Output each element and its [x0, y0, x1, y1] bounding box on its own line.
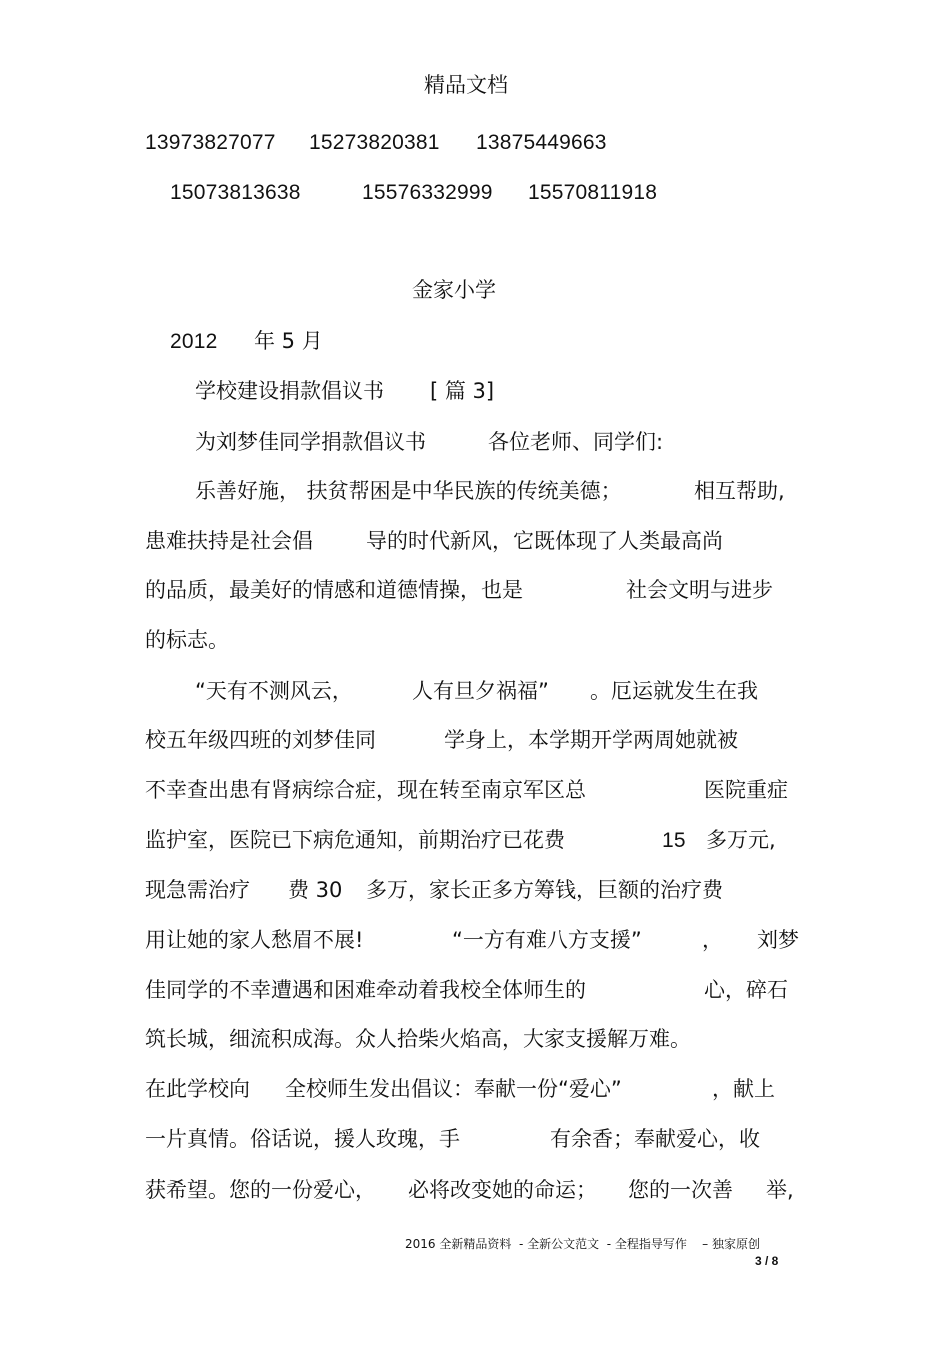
body-text: 佳同学的不幸遭遇和困难牵动着我校全体师生的	[145, 978, 586, 1002]
date-year: 2012	[170, 330, 218, 353]
page-footer-text: 2016 全新精品资料 - 全新公文范文 - 全程指导写作 – 独家原创	[405, 1237, 760, 1251]
body-text: 必将改变她的命运；	[408, 1178, 597, 1202]
section-tag: [ 篇 3]	[430, 379, 495, 403]
body-text: “一方有难八方支援”	[452, 928, 642, 952]
phone-number: 15576332999	[362, 181, 493, 204]
school-name: 金家小学	[412, 278, 496, 302]
body-text: 刘梦	[757, 928, 799, 952]
phone-number: 13973827077	[145, 131, 276, 154]
body-text: 导的时代新风，它既体现了人类最高尚	[366, 529, 723, 553]
body-text: 筑长城，细流积成海。众人拾柴火焰高，大家支援解万难。	[145, 1027, 691, 1051]
body-text: 患难扶持是社会倡	[145, 529, 313, 553]
body-text: 监护室，医院已下病危通知，前期治疗已花费	[145, 828, 565, 852]
body-text: 多万，家长正多方筹钱，巨额的治疗费	[366, 878, 723, 902]
body-text: “天有不测风云，	[195, 679, 353, 703]
body-text: 全校师生发出倡议：奉献一份“爱心”	[285, 1077, 622, 1101]
phone-number: 15570811918	[528, 181, 658, 204]
body-text: 不幸查出患有肾病综合症，现在转至南京军区总	[145, 778, 586, 802]
body-text: 一片真情。俗话说，援人玫瑰，手	[145, 1127, 460, 1151]
body-text: 获希望。您的一份爱心，	[145, 1178, 376, 1202]
body-text: 费 30	[288, 878, 343, 902]
body-text: 15	[662, 829, 686, 852]
body-text: ，献上	[712, 1077, 775, 1101]
body-text: 有余香；奉献爱心，收	[550, 1127, 760, 1151]
body-text: ，	[702, 928, 723, 952]
body-text: 心，碎石	[704, 978, 788, 1002]
section-title: 学校建设捐款倡议书	[195, 379, 384, 403]
body-text: 医院重症	[704, 778, 788, 802]
body-text: 学身上，本学期开学两周她就被	[444, 728, 738, 752]
phone-number: 13875449663	[476, 131, 607, 154]
body-text: 在此学校向	[145, 1077, 250, 1101]
body-text: 人有旦夕祸福”	[412, 679, 549, 703]
body-text: 校五年级四班的刘梦佳同	[145, 728, 376, 752]
page-header-title: 精品文档	[424, 73, 508, 97]
body-text: 用让她的家人愁眉不展!	[145, 928, 364, 952]
body-text: 相互帮助,	[694, 479, 785, 503]
date-month: 年 5 月	[254, 329, 323, 353]
body-text: 多万元,	[706, 828, 776, 852]
body-text: 。厄运就发生在我	[590, 679, 758, 703]
page-number: 3 / 8	[755, 1254, 779, 1268]
body-text: 您的一次善	[628, 1178, 733, 1202]
body-text: 的品质，最美好的情感和道德情操，也是	[145, 578, 523, 602]
letter-salutation: 各位老师、同学们:	[488, 430, 664, 454]
letter-heading: 为刘梦佳同学捐款倡议书	[195, 430, 426, 454]
body-text: 现急需治疗	[145, 878, 250, 902]
body-text: 的标志。	[145, 628, 229, 652]
phone-number: 15073813638	[170, 181, 301, 204]
body-text: 举,	[766, 1178, 794, 1202]
body-text: 乐善好施， 扶贫帮困是中华民族的传统美德；	[195, 479, 622, 503]
body-text: 社会文明与进步	[626, 578, 773, 602]
phone-number: 15273820381	[309, 131, 440, 154]
